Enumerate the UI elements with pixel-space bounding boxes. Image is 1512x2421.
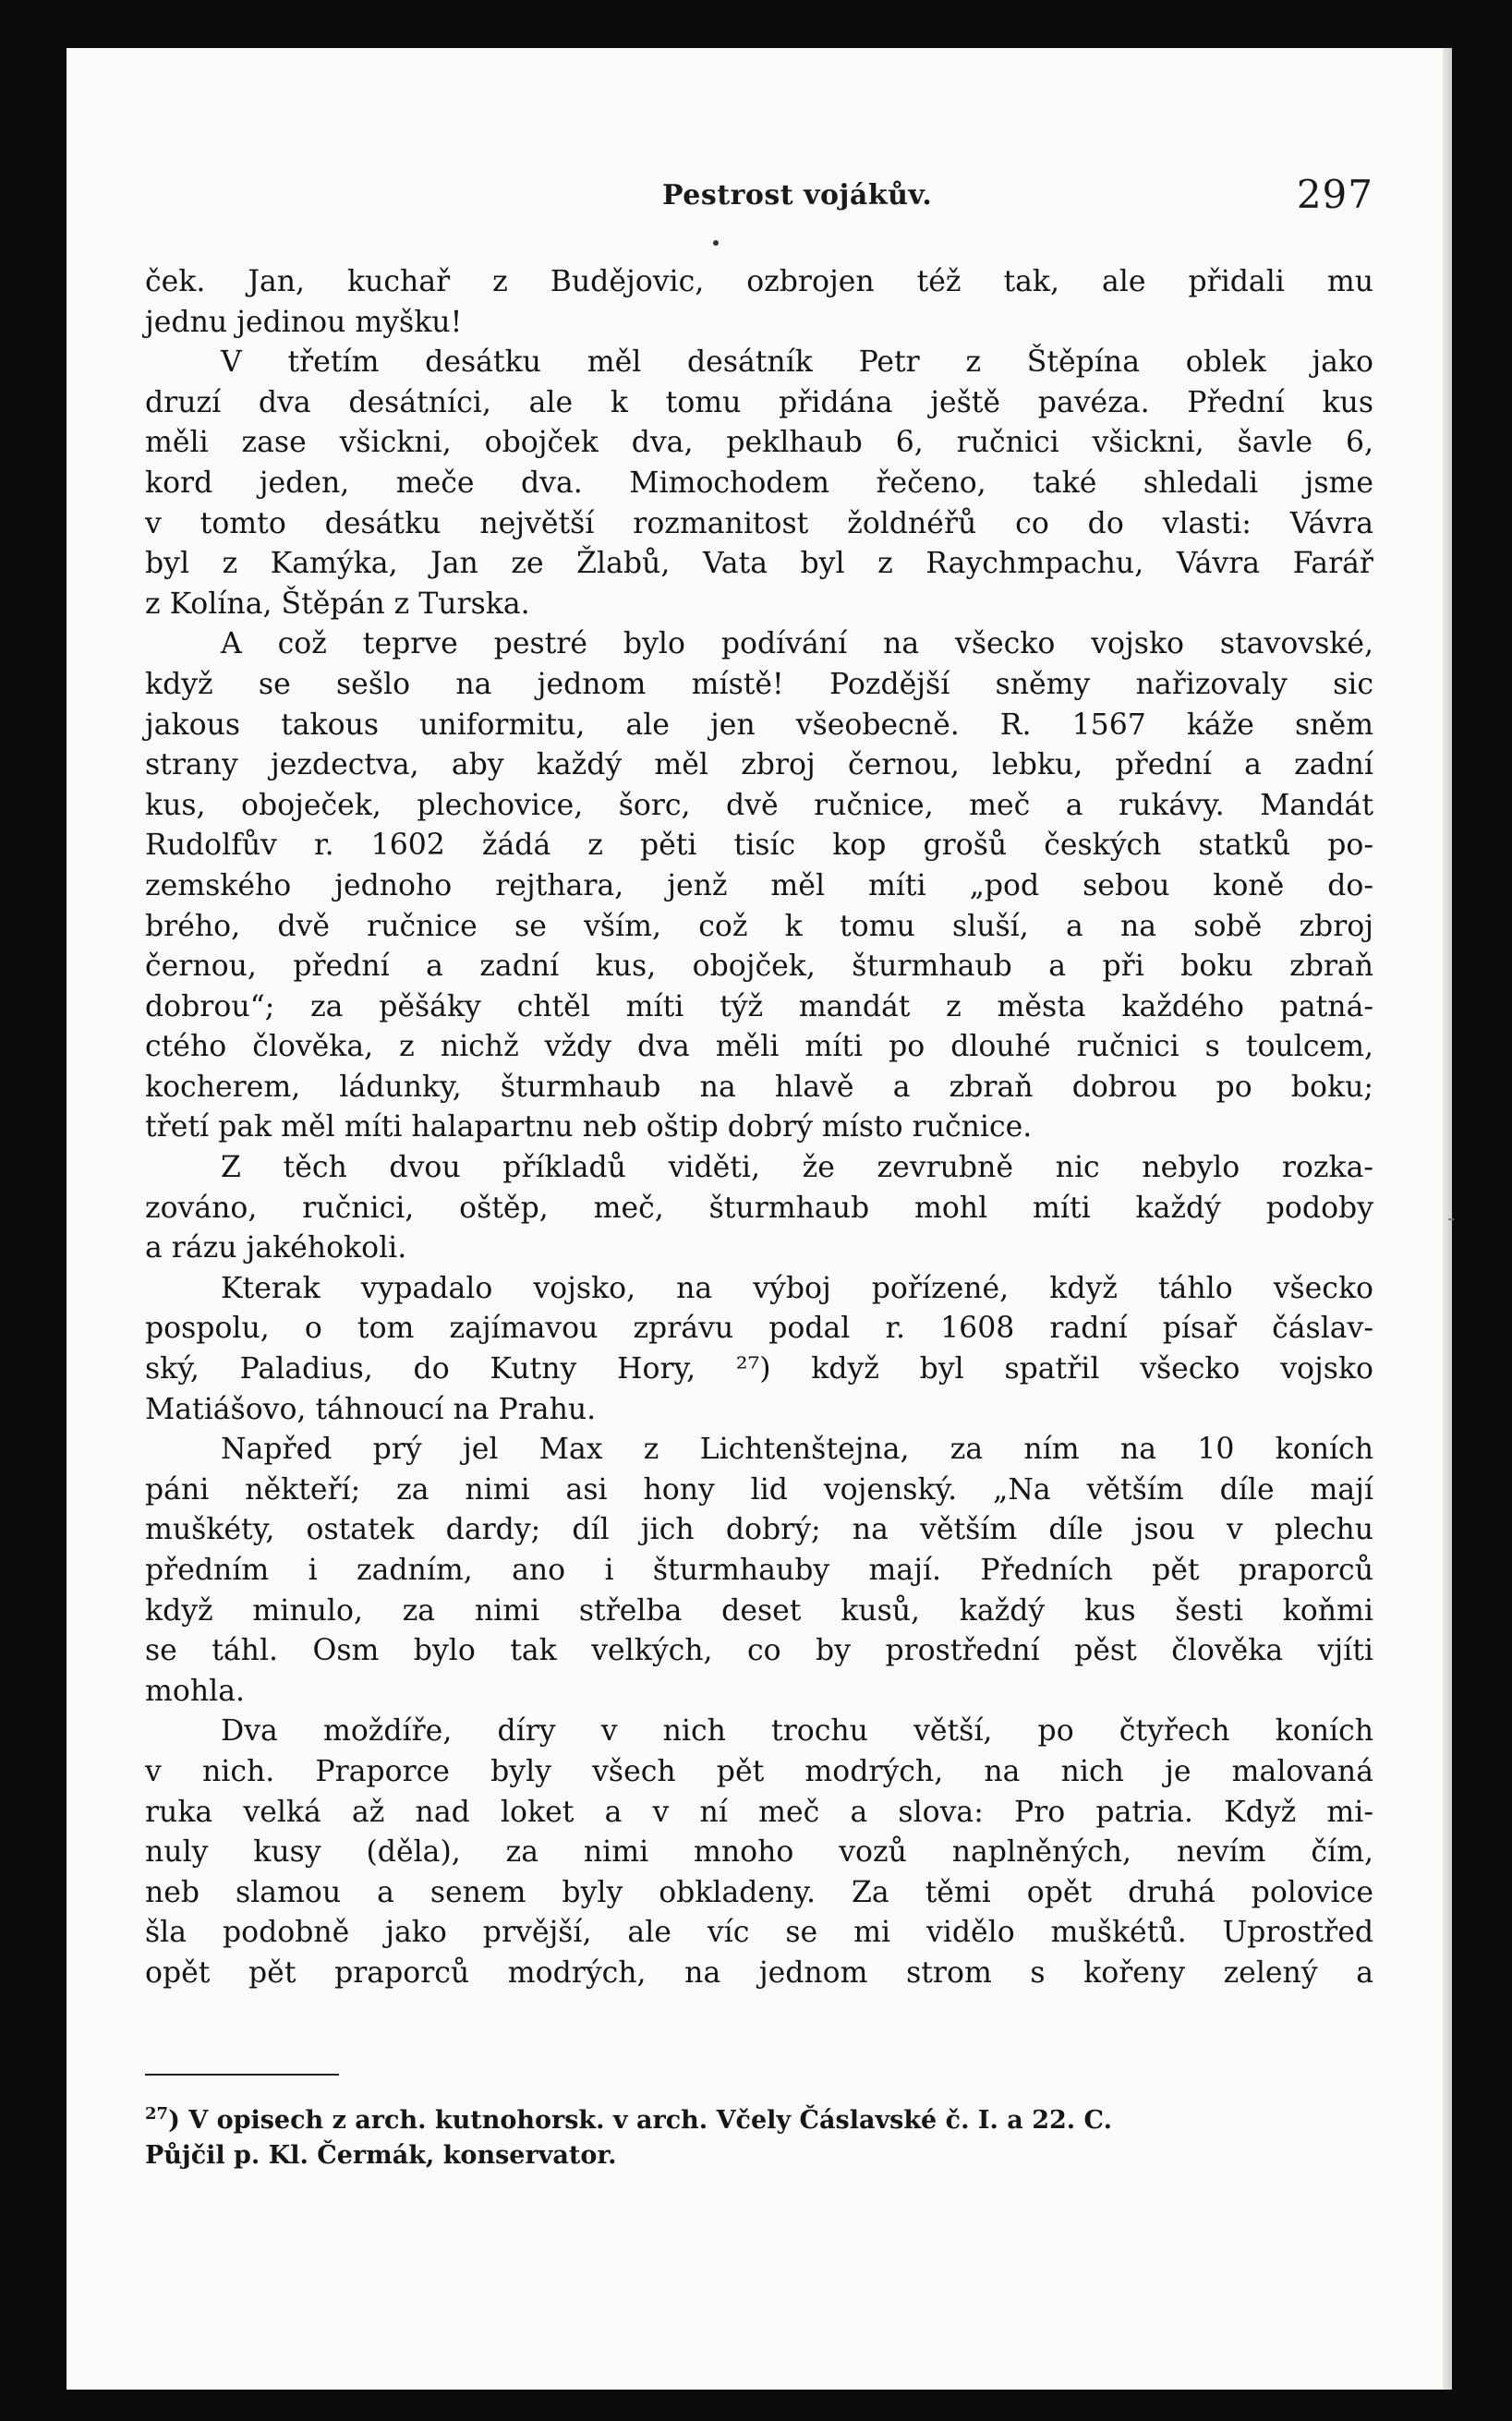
body-text [145, 262, 1373, 1994]
text-line: opět pět praporců modrých, na jednom strom s kořeny zelený a [145, 1955, 1373, 1990]
margin-mark: - [1447, 1207, 1455, 1230]
footnote [145, 2097, 1373, 2173]
text-line: byl z Kamýka, Jan ze Žlabů, Vata byl z Raychmpachu, Vávra Farář [145, 547, 1373, 581]
text-line: v tomto desátku největší rozmanitost žoldnéřů co do vlasti: Vávra [145, 506, 1373, 540]
text-line: muškéty, ostatek dardy; díl jich dobrý; na větším díle jsou v plechu [145, 1513, 1373, 1547]
text-line: kus, oboječek, plechovice, šorc, dvě ručnice, meč a rukávy. Mandát [145, 788, 1373, 822]
text-line: ruka velká až nad loket a v ní meč a slova: Pro patria. Když mi- [145, 1795, 1373, 1829]
text-line: ctého člověka, z nichž vždy dva měli míti po dlouhé ručnici s toulcem, [145, 1030, 1373, 1064]
text-line: jednu jedinou myšku! [145, 305, 463, 339]
text-line: třetí pak měl míti halapartnu neb oštip dobrý místo ručnice. [145, 1110, 1033, 1144]
text-line: páni někteří; za nimi asi hony lid vojenský. „Na větším díle mají [145, 1472, 1373, 1507]
text-line: nuly kusy (děla), za nimi mnoho vozů naplněných, nevím čím, [145, 1835, 1373, 1870]
text-line: zemského jednoho rejthara, jenž měl míti „pod sebou koně do- [145, 868, 1373, 902]
text-line: pospolu, o tom zajímavou zprávu podal r. 1608 radní písař čáslav- [145, 1312, 1373, 1346]
text-line: když minulo, za nimi střelba deset kusů, každý kus šesti koňmi [145, 1593, 1373, 1628]
text-line: Matiášovo, táhnoucí na Prahu. [145, 1392, 597, 1426]
footnote-rule [145, 2074, 339, 2076]
text-line: mohla. [145, 1674, 245, 1708]
text-line: kocherem, ládunky, šturmhaub na hlavě a zbraň dobrou po boku; [145, 1070, 1373, 1104]
text-line: jakous takous uniformitu, ale jen všeobecně. R. 1567 káže sněm [145, 708, 1373, 742]
text-line: černou, přední a zadní kus, obojček, šturmhaub a při boku zbraň [145, 950, 1373, 984]
text-line: V třetím desátku měl desátník Petr z Štěpína oblek jako [221, 345, 1373, 380]
text-line: ský, Paladius, do Kutny Hory, ²⁷) když byl spatřil všecko vojsko [145, 1352, 1373, 1386]
book-page [67, 48, 1455, 2390]
text-line: se táhl. Osm bylo tak velkých, co by prostřední pěst člověka vjíti [145, 1634, 1373, 1668]
text-line: kord jeden, meče dva. Mimochodem řečeno, také shledali jsme [145, 466, 1373, 500]
footnote-mark: 27 [145, 2104, 169, 2124]
text-line: předním i zadním, ano i šturmhauby mají. Předních pět praporců [145, 1554, 1373, 1587]
text-line: a rázu jakéhokoli. [145, 1231, 407, 1265]
page-number: 297 [1296, 172, 1373, 217]
text-line: zováno, ručnici, oštěp, meč, šturmhaub mohl míti každý podoby [145, 1191, 1373, 1225]
text-line: v nich. Praporce byly všech pět modrých, na nich je malovaná [145, 1754, 1373, 1788]
text-line: ček. Jan, kuchař z Budějovic, ozbrojen též tak, ale přidali mu [145, 265, 1373, 298]
text-line: Kterak vypadalo vojsko, na výboj pořízené, když táhlo všecko [221, 1271, 1373, 1305]
page-header [145, 168, 1373, 224]
text-line: neb slamou a senem byly obkladeny. Za těmi opět druhá polovice [145, 1875, 1373, 1909]
text-line: Dva moždíře, díry v nich trochu větší, po čtyřech koních [221, 1714, 1373, 1749]
text-line: brého, dvě ručnice se vším, což k tomu sluší, a na sobě zbroj [145, 909, 1373, 943]
running-title: Pestrost vojákův. [662, 179, 933, 212]
text-line: dobrou“; za pěšáky chtěl míti týž mandát z města každého patná- [145, 989, 1373, 1023]
text-line: strany jezdectva, aby každý měl zbroj černou, lebku, přední a zadní [145, 748, 1373, 782]
text-line: z Kolína, Štěpán z Turska. [145, 587, 530, 621]
ink-speck [713, 240, 719, 246]
text-line: A což teprve pestré bylo podívání na všecko vojsko stavovské, [221, 627, 1373, 661]
footnote-text-1: ) V opisech z arch. kutnohorsk. v arch. Včely Čáslavské č. I. a 22. C. [168, 2106, 1112, 2135]
text-line: když se sešlo na jednom místě! Pozdější sněmy nařizovaly sic [145, 667, 1373, 701]
text-line: Napřed prý jel Max z Lichtenštejna, za ním na 10 koních [221, 1433, 1373, 1467]
text-line: Z těch dvou příkladů viděti, že zevrubně nic nebylo rozka- [221, 1151, 1373, 1185]
text-line: Rudolfův r. 1602 žádá z pěti tisíc kop grošů českých statků po- [145, 829, 1373, 863]
text-line: měli zase všickni, obojček dva, peklhaub 6, ručnici všickni, šavle 6, [145, 426, 1373, 460]
text-line: druzí dva desátníci, ale k tomu přidána ještě pavéza. Přední kus [145, 385, 1373, 419]
footnote-line-1 [145, 2097, 1373, 2138]
text-line: šla podobně jako prvější, ale víc se mi vidělo muškétů. Uprostřed [145, 1916, 1373, 1950]
footnote-line-2: Půjčil p. Kl. Čermák, konservator. [145, 2141, 617, 2170]
